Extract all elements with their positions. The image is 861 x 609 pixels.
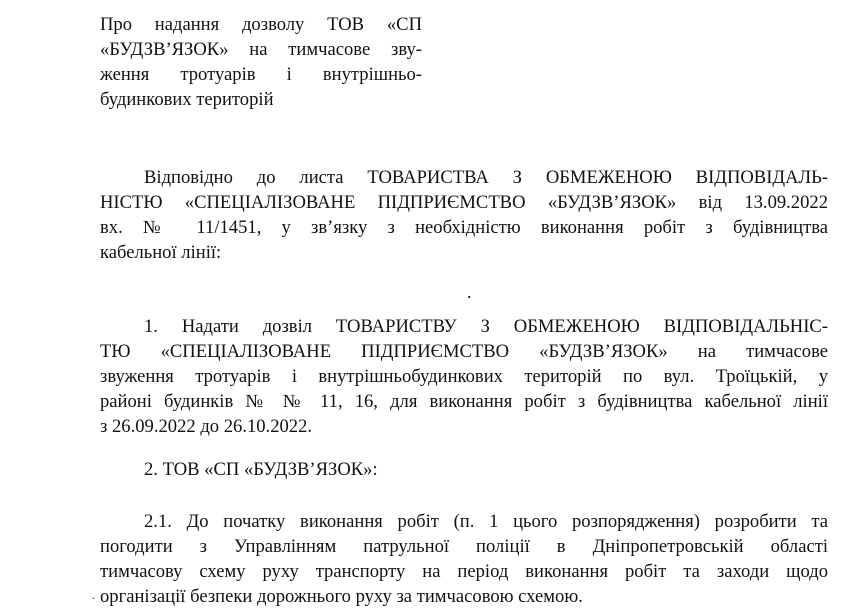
paragraph-line: 1. Надати дозвіл ТОВАРИСТВУ З ОБМЕЖЕНОЮ ВІДПОВІДАЛЬНІС-	[144, 316, 828, 337]
document-title	[100, 12, 422, 112]
title-line: ження тротуарів і внутрішньо-	[100, 64, 422, 85]
title-line: «БУДЗВ’ЯЗОК» на тимчасове зву-	[100, 39, 422, 60]
paragraph-line: 2. ТОВ «СП «БУДЗВ’ЯЗОК»:	[144, 459, 378, 480]
paragraph-line: кабельної лінії:	[100, 242, 222, 263]
paragraph-line: НІСТЮ «СПЕЦІАЛІЗОВАНЕ ПІДПРИЄМСТВО «БУДЗВ’ЯЗОК» від 13.09.2022	[100, 192, 828, 213]
paragraph-line: з 26.09.2022 до 26.10.2022.	[100, 416, 313, 437]
paragraph-line: 2.1. До початку виконання робіт (п. 1 цього розпорядження) розробити та	[144, 511, 828, 532]
item-1-paragraph	[100, 314, 828, 439]
paragraph-line: погодити з Управлінням патрульної поліції в Дніпропетровській області	[100, 536, 828, 557]
title-line: Про надання дозволу ТОВ «СП	[100, 14, 422, 35]
preamble-paragraph	[100, 165, 828, 265]
paragraph-line: тимчасову схему руху транспорту на період виконання робіт та заходи щодо	[100, 561, 828, 582]
paragraph-line: ТЮ «СПЕЦІАЛІЗОВАНЕ ПІДПРИЄМСТВО «БУДЗВ’ЯЗОК» на тимчасове	[100, 341, 828, 362]
separator-dot: .	[467, 282, 472, 302]
title-line: будинкових територій	[100, 89, 274, 110]
item-2-1-paragraph	[100, 509, 828, 609]
footer-mark: .	[92, 591, 95, 602]
paragraph-line: звуження тротуарів і внутрішньобудинкових територій по вул. Троїцькій, у	[100, 366, 828, 387]
item-2-paragraph	[100, 457, 828, 482]
paragraph-line: організації безпеки дорожнього руху за тимчасовою схемою.	[100, 586, 583, 607]
paragraph-line: районі будинків № № 11, 16, для виконання робіт з будівництва кабельної лінії	[100, 391, 828, 412]
paragraph-line: вх. № 11/1451, у зв’язку з необхідністю виконання робіт з будівництва	[100, 217, 828, 238]
paragraph-line: Відповідно до листа ТОВАРИСТВА З ОБМЕЖЕНОЮ ВІДПОВІДАЛЬ-	[144, 167, 828, 188]
